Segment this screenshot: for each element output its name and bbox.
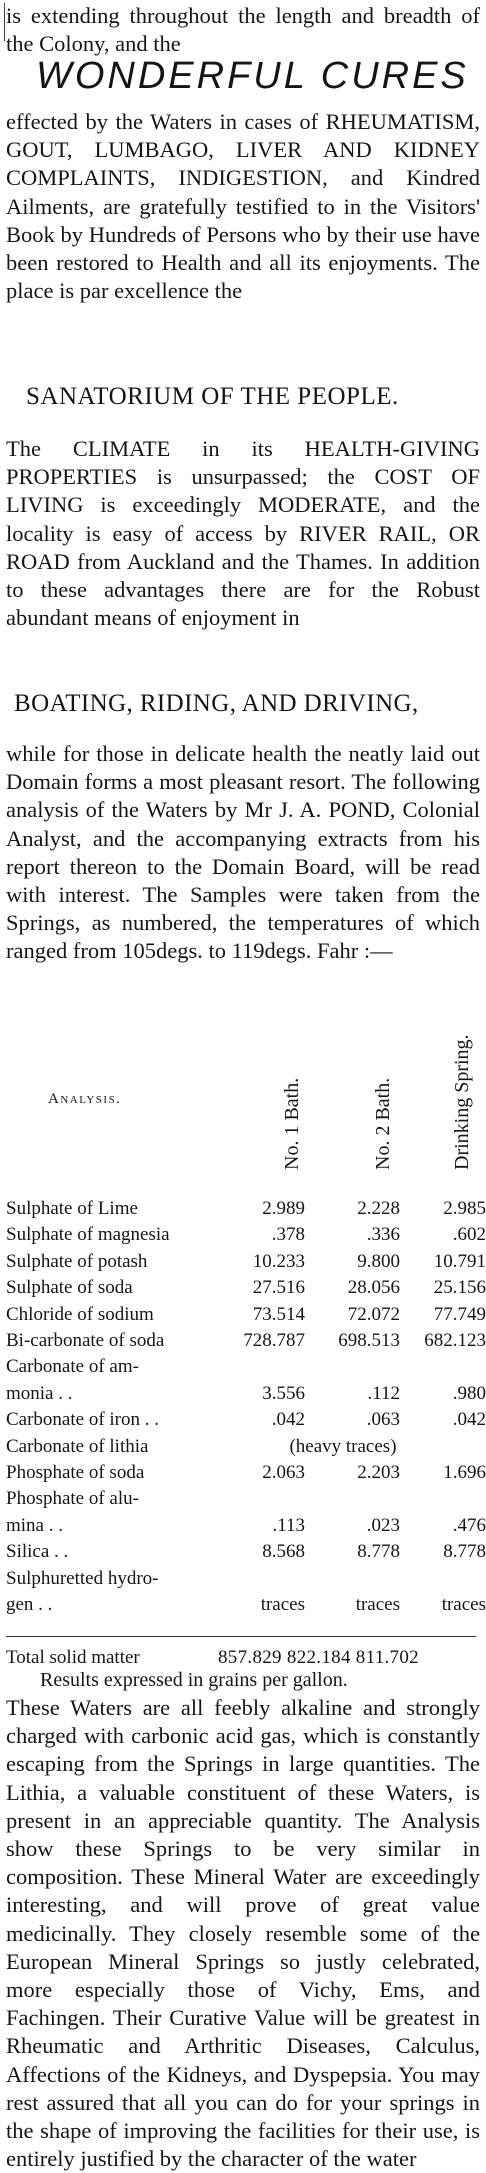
table-row <box>0 1249 486 1275</box>
row-label: monia . . <box>6 1382 73 1404</box>
row-label: gen . . <box>6 1594 53 1615</box>
table-row <box>0 1328 486 1354</box>
value-bath-1: traces <box>260 1594 305 1615</box>
table-row <box>0 1354 486 1380</box>
table-row <box>0 1302 486 1328</box>
value-bath-2: 9.800 <box>357 1250 400 1272</box>
table-row <box>0 1196 486 1222</box>
value-bath-1: 8.568 <box>262 1541 305 1563</box>
row-label: Chloride of sodium <box>6 1303 154 1325</box>
value-drinking-spring: 1.696 <box>443 1462 486 1483</box>
value-bath-2: .023 <box>366 1514 400 1536</box>
table-row <box>0 1460 486 1486</box>
value-drinking-spring: .980 <box>452 1382 486 1404</box>
table-row <box>0 1434 486 1460</box>
value-drinking-spring: 8.778 <box>443 1541 486 1563</box>
value-bath-2: 2.203 <box>357 1462 400 1483</box>
value-drinking-spring: 10.791 <box>433 1250 486 1272</box>
row-label: Carbonate of am- <box>6 1356 139 1378</box>
value-drinking-spring: 2.985 <box>443 1198 486 1219</box>
row-label: Sulphuretted hydro- <box>6 1567 159 1589</box>
column-header-drinking-spring: Drinking Spring. <box>451 1034 473 1170</box>
total-label: Total solid matter <box>6 1647 140 1668</box>
column-header-bath-2: No. 2 Bath. <box>372 1077 394 1170</box>
analysis-title: Analysis. <box>48 1091 122 1107</box>
table-row <box>0 1275 486 1301</box>
heading-wonderful-cures: WONDERFUL CURES <box>36 55 469 97</box>
value-drinking-spring: traces <box>441 1594 486 1615</box>
value-bath-1: 728.787 <box>243 1330 305 1351</box>
table-row <box>0 1486 486 1512</box>
column-header-bath-1: No. 1 Bath. <box>281 1077 303 1170</box>
row-label: mina . . <box>6 1514 63 1536</box>
value-bath-1: 73.514 <box>252 1303 305 1325</box>
table-row <box>0 1566 486 1592</box>
cures-paragraph: effected by the Waters in cases of RHEUMATISM, GOUT, LUMBAGO, LIVER AND KIDNEY COMPLAINTS, INDIGESTION, and Kindred Ailments, are gratefully testified to in the Visitors' Book by Hundreds of Persons who by their use have been restored to Health and all its enjoyments. The place is par excellence the <box>6 109 480 304</box>
value-bath-1: .042 <box>271 1409 305 1431</box>
climate-paragraph: The CLIMATE in its HEALTH-GIVING PROPERTIES is unsurpassed; the COST OF LIVING is exceedingly MODERATE, and the locality is easy of access by RIVER RAIL, OR ROAD from Auckland and the Thames. In addition to these advantages there are for the Robust abundant means of enjoyment in <box>6 436 480 631</box>
heading-sanatorium: SANATORIUM OF THE PEOPLE. <box>26 383 399 410</box>
row-label: Carbonate of lithia <box>6 1435 149 1457</box>
row-label: Bi-carbonate of soda <box>6 1330 165 1351</box>
table-row <box>0 1407 486 1433</box>
value-bath-2: 698.513 <box>338 1330 400 1351</box>
value-drinking-spring: .476 <box>452 1514 486 1536</box>
value-bath-2: .063 <box>366 1409 400 1431</box>
value-bath-1: .378 <box>271 1224 305 1246</box>
results-paragraph: These Waters are all feebly alkaline and strongly charged with carbonic acid gas, which is constantly escaping from the Springs in large quantities. The Lithia, a valuable constituent of these Waters, is present in an appreciable quantity. The Analysis show these Springs to be very similar in composition. These Mineral Water are exceedingly interesting, and will prove of great value medicinally. They closely resemble some of the European Mineral Springs so justly celebrated, more especially those of Vichy, Ems, and Fachingen. Their Curative Value will be greatest in Rheumatic and Arthritic Diseases, Calculus, Affections of the Kidneys, and Dyspepsia. You may rest assured that all you can do for your springs in the shape of improving the facilities for their use, is entirely justified by the character of the water <box>6 1695 480 2172</box>
table-row <box>0 1222 486 1248</box>
value-bath-1: 2.989 <box>262 1198 305 1219</box>
value-bath-2: 72.072 <box>347 1303 400 1325</box>
table-row <box>0 1592 486 1618</box>
row-label: Phosphate of soda <box>6 1462 145 1483</box>
value-bath-2: 8.778 <box>357 1541 400 1563</box>
domain-paragraph: while for those in delicate health the neatly laid out Domain forms a most pleasant resort. The following analysis of the Waters by Mr J. A. POND, Colonial Analyst, and the accompanying extracts from his report thereon to the Domain Board, will be read with interest. The Samples were taken from the Springs, as numbered, the temperatures of which ranged from 105degs. to 119degs. Fahr :— <box>6 741 480 964</box>
value-drinking-spring: 25.156 <box>433 1277 486 1299</box>
value-bath-1: .113 <box>272 1514 305 1536</box>
row-span-value: (heavy traces) <box>289 1435 397 1457</box>
table-row <box>0 1513 486 1539</box>
value-bath-2: traces <box>355 1594 400 1615</box>
value-bath-2: .336 <box>366 1224 400 1246</box>
value-bath-2: .112 <box>367 1382 400 1404</box>
value-bath-1: 10.233 <box>252 1250 305 1272</box>
results-note: Results expressed in grains per gallon. <box>40 1669 348 1691</box>
heading-boating: BOATING, RIDING, AND DRIVING, <box>14 690 419 717</box>
table-row <box>0 1539 486 1565</box>
total-values: 857.829 822.184 811.702 <box>218 1647 419 1668</box>
table-row <box>0 1381 486 1407</box>
column-border <box>4 3 5 41</box>
total-rule <box>6 1636 476 1637</box>
value-drinking-spring: .602 <box>452 1224 486 1246</box>
row-label: Sulphate of Lime <box>6 1198 138 1219</box>
row-label: Phosphate of alu- <box>6 1488 139 1510</box>
row-label: Carbonate of iron . . <box>6 1409 160 1431</box>
value-bath-1: 2.063 <box>262 1462 305 1483</box>
row-label: Sulphate of potash <box>6 1250 148 1272</box>
value-bath-2: 2.228 <box>357 1198 400 1219</box>
row-label: Sulphate of magnesia <box>6 1224 170 1246</box>
row-label: Sulphate of soda <box>6 1277 133 1299</box>
value-bath-1: 3.556 <box>262 1382 305 1404</box>
row-label: Silica . . <box>6 1541 69 1563</box>
intro-paragraph: is extending throughout the length and breadth of the Colony, and the <box>6 3 480 57</box>
value-drinking-spring: 77.749 <box>433 1303 486 1325</box>
value-bath-2: 28.056 <box>347 1277 400 1299</box>
value-drinking-spring: 682.123 <box>424 1330 486 1351</box>
value-drinking-spring: .042 <box>452 1409 486 1431</box>
value-bath-1: 27.516 <box>252 1277 305 1299</box>
